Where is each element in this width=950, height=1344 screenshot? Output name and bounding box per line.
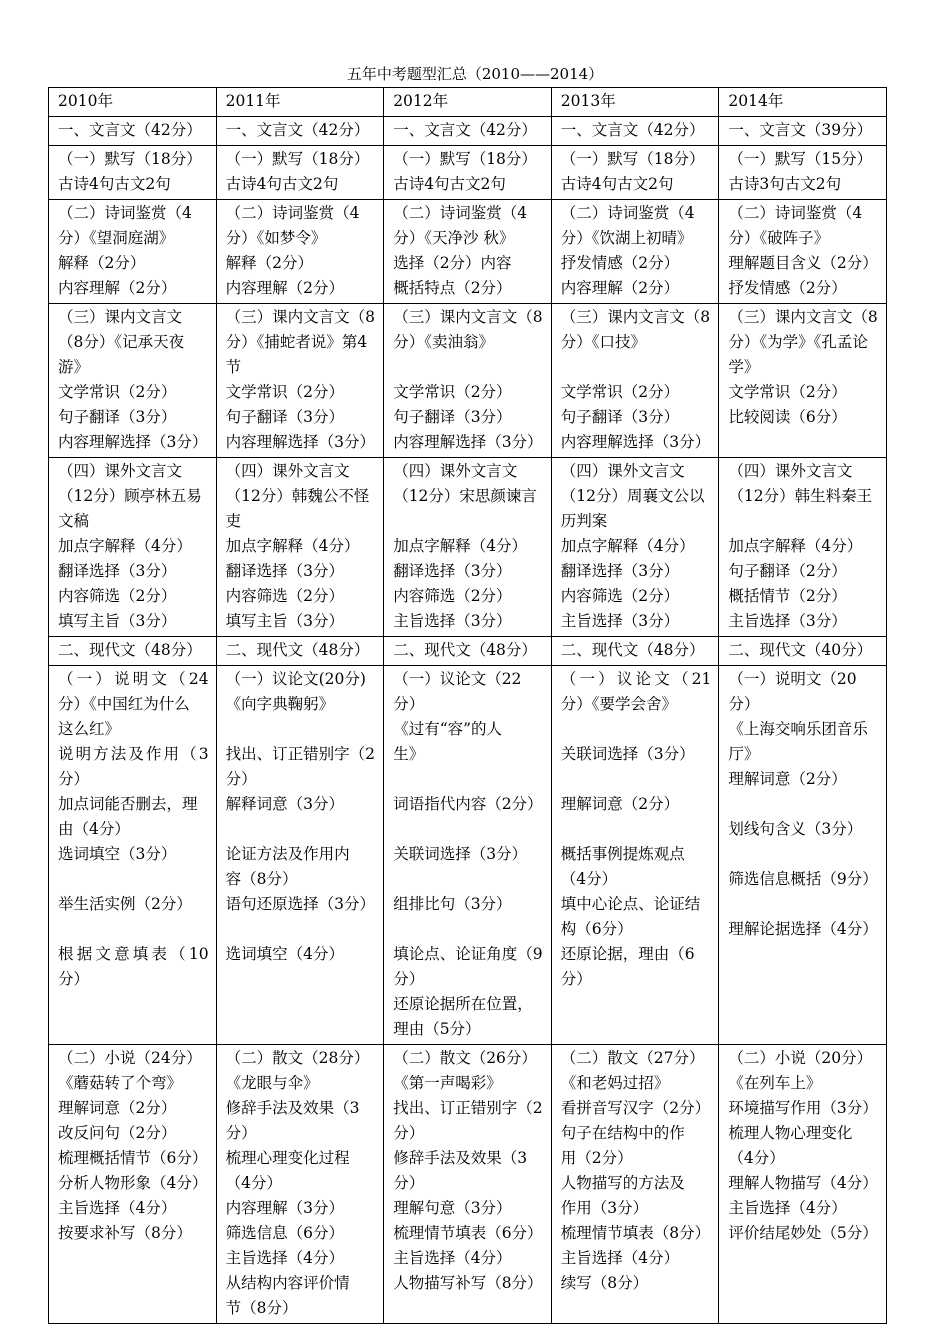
cell-line: （二）诗词鉴赏（4 [560,204,695,222]
cell-line: 分）《捕蛇者说》第4 [225,333,368,351]
section-cell [551,117,719,146]
cell-line: 组排比句（3分） [393,895,512,913]
table-cell [551,666,719,1045]
cell-line: 翻译选择（3分） [58,562,177,580]
cell-line: 改反问句（2分） [58,1124,177,1142]
header-row [49,88,887,117]
cell-line: 分） [225,1124,257,1142]
cell-line: 解释（2分） [58,254,146,272]
page-title: 五年中考题型汇总（2010——2014） [346,65,604,83]
cell-line: 加点字解释（4分） [393,537,528,555]
cell-line: 分） [393,1174,425,1192]
cell-line: 加点词能否删去，理 [58,795,198,813]
cell-line: 比较阅读（6分） [728,408,847,426]
cell-line: 内容理解（2分） [58,279,177,297]
cell-line: （三）课内文言文（8 [560,308,711,326]
cell-line: 《第一声喝彩》 [393,1074,502,1092]
cell-line: 翻译选择（3分） [560,562,680,580]
table-cell [216,666,384,1045]
cell-line: 选择（2分）内容 [393,254,512,272]
cell-line: 二、现代文（48分） [225,641,370,659]
cell-line: 人物描写的方法及 [560,1174,685,1192]
cell-line: （一）默写（18分） [225,150,370,168]
cell-line: 容（8分） [225,870,298,888]
cell-line: （三）课内文言文（8 [393,308,543,326]
cell-line: 内容理解选择（3分） [58,433,208,451]
cell-line: 分） [393,970,425,988]
cell-line [561,817,712,842]
cell-line: 解释词意（3分） [225,795,344,813]
cell-line: 分） [58,770,90,788]
table-cell [49,146,217,200]
cell-line: 词语指代内容（2分） [393,795,543,813]
cell-line: 主旨选择（3分） [560,612,680,630]
cell-line: 内容理解（3分） [225,1199,344,1217]
table-row [49,1045,887,1324]
header-2013: 2013年 [551,88,719,117]
cell-line: 填中心论点、论证结 [560,895,701,913]
table-cell [384,200,552,304]
cell-line: 内容筛选（2分） [393,587,512,605]
cell-line: 内容筛选（2分） [58,587,177,605]
cell-line: 分）《望洞庭湖》 [58,229,175,247]
cell-line: 分） [225,770,257,788]
table-cell [49,200,217,304]
cell-line: 论证方法及作用内 [225,845,350,863]
cell-line: 筛选信息概括（9分） [728,870,878,888]
table-cell [551,458,719,637]
table-cell [719,458,887,637]
cell-line: （二）诗词鉴赏（4 [393,204,528,222]
cell-line [728,792,879,817]
cell-line [393,767,544,792]
cell-line: （8分）《记承天夜 [58,333,185,351]
cell-line: 文学常识（2分） [58,383,177,401]
section-cell [49,117,217,146]
cell-line [728,509,879,534]
cell-line: 构（6分） [560,920,633,938]
cell-line: 《和老妈过招》 [560,1074,670,1092]
cell-line [728,892,879,917]
table-cell [49,458,217,637]
cell-line: （4分） [728,1149,785,1167]
cell-line: （一）默写（18分） [58,150,202,168]
cell-line: 分）《卖油翁》 [393,333,494,351]
cell-line: 句子在结构中的作 [560,1124,685,1142]
cell-line: 选词填空（4分） [225,945,344,963]
cell-line [393,867,544,892]
cell-line: （二）小说（24分） [58,1049,202,1067]
cell-line: （12分）韩生料秦王 [728,487,873,505]
section-cell [719,637,887,666]
cell-line: 内容理解（2分） [225,279,344,297]
cell-line: 理解论据选择（4分） [728,920,878,938]
section-cell [216,117,384,146]
cell-line: 分）《破阵子》 [728,229,830,247]
cell-line: 分） [58,970,90,988]
cell-line: 句子翻译（3分） [393,408,512,426]
cell-line: 二、现代文（48分） [58,641,202,659]
cell-line: 解释（2分） [225,254,313,272]
cell-line [58,917,209,942]
cell-line: 句子翻译（3分） [225,408,344,426]
cell-line: 古诗3句古文2句 [728,175,842,193]
cell-line: 主旨选择（4分） [560,1249,680,1267]
cell-line: 作用（3分） [560,1199,649,1217]
header-2012: 2012年 [384,88,552,117]
cell-line: （12分）宋思颜谏言 [393,487,537,505]
cell-line: 由（4分） [58,820,130,838]
cell-line: 理解词意（2分） [560,795,680,813]
cell-line: 填写主旨（3分） [58,612,177,630]
table-cell [216,200,384,304]
cell-line: （一）议论文（21 [560,670,712,688]
table-cell [551,200,719,304]
cell-line [561,355,712,380]
cell-line: 文学常识（2分） [560,383,680,401]
cell-line: 句子翻译（3分） [58,408,177,426]
table-cell [216,146,384,200]
table-cell [216,1045,384,1324]
table-cell [49,304,217,458]
cell-line: 生》 [393,745,425,763]
cell-line: 厅》 [728,745,760,763]
cell-line: 概括情节（2分） [728,587,847,605]
section-cell [551,637,719,666]
cell-line: 内容筛选（2分） [225,587,344,605]
cell-line: 《在列车上》 [728,1074,822,1092]
cell-line: 梳理情节填表（8分） [560,1224,711,1242]
cell-line: 这么红》 [58,720,121,738]
cell-line [393,817,544,842]
cell-line: 还原论据，理由（6 [560,945,695,963]
cell-line: 学》 [728,358,760,376]
cell-line: （三）课内文言文（8 [225,308,375,326]
cell-line: 二、现代文（40分） [728,641,873,659]
cell-line: 《向字典鞠躬》 [225,695,335,713]
cell-line: 主旨选择（3分） [393,612,512,630]
cell-line: 关联词选择（3分） [560,745,695,763]
cell-line: 填论点、论证角度（9 [393,945,543,963]
cell-line: （四）课外文言文 [560,462,685,480]
table-cell [719,146,887,200]
cell-line: 评价结尾妙处（5分） [728,1224,878,1242]
cell-line: 还原论据所在位置， [393,995,533,1013]
cell-line: （三）课内文言文（8 [728,308,878,326]
cell-line: 划线句含义（3分） [728,820,863,838]
cell-line [393,509,544,534]
table-cell [384,1045,552,1324]
cell-line: 翻译选择（3分） [225,562,344,580]
cell-line: 分析人物形象（4分） [58,1174,208,1192]
cell-line: 分）《为学》《孔孟论 [728,333,868,351]
cell-line: 加点字解释（4分） [560,537,695,555]
cell-line: （四）课外文言文 [728,462,853,480]
table-body [49,88,887,1324]
cell-line: 举生活实例（2分） [58,895,192,913]
cell-line: （4分） [225,1174,282,1192]
cell-line: 加点字解释（4分） [728,537,863,555]
cell-line: 内容理解（2分） [560,279,680,297]
cell-line: （二）散文（26分） [393,1049,537,1067]
cell-line: 用（2分） [560,1149,633,1167]
cell-line [393,355,544,380]
cell-line [226,817,377,842]
cell-line: 内容筛选（2分） [560,587,680,605]
table-row [49,146,887,200]
exam-summary-table [48,87,887,1324]
cell-line: 分） [393,1124,425,1142]
cell-line [58,867,209,892]
table-row [49,666,887,1045]
cell-line: 吏 [225,512,242,530]
cell-line [561,767,712,792]
cell-line: （四）课外文言文 [58,462,183,480]
cell-line: 节（8分） [225,1299,298,1317]
cell-line: 概括事例提炼观点 [560,845,685,863]
cell-line: 古诗4句古文2句 [393,175,506,193]
cell-line: 修辞手法及效果（3 [225,1099,360,1117]
cell-line: 找出、订正错别字（2 [393,1099,543,1117]
cell-line: （12分）韩魏公不怪 [225,487,370,505]
cell-line: 选词填空（3分） [58,845,177,863]
header-2014: 2014年 [719,88,887,117]
cell-line: （二）诗词鉴赏（4 [728,204,863,222]
cell-line: 分）《饮湖上初晴》 [560,229,693,247]
cell-line: （12分）顾亭林五易 [58,487,202,505]
cell-line: （一）说明文（24 [58,670,209,688]
cell-line: （4分） [560,870,618,888]
cell-line: 翻译选择（3分） [393,562,512,580]
cell-line: 古诗4句古文2句 [560,175,674,193]
cell-line: 二、现代文（48分） [393,641,537,659]
cell-line: 环境描写作用（3分） [728,1099,878,1117]
cell-line: （二）小说（20分） [728,1049,873,1067]
cell-line: （一）默写（15分） [728,150,873,168]
cell-line: （一）议论文（22分） [393,670,522,713]
cell-line: 句子翻译（3分） [560,408,680,426]
cell-line: 人物描写补写（8分） [393,1274,543,1292]
cell-line: （四）课外文言文 [225,462,350,480]
cell-line: 古诗4句古文2句 [225,175,339,193]
cell-line: 找出、订正错别字（2 [225,745,375,763]
cell-line: 《上海交响乐团音乐 [728,720,868,738]
cell-line: 一、文言文（42分） [393,121,537,139]
cell-line: 理解句意（3分） [393,1199,512,1217]
table-cell [49,1045,217,1324]
cell-line: 内容理解选择（3分） [393,433,543,451]
table-cell [384,666,552,1045]
cell-line: 筛选信息（6分） [225,1224,344,1242]
cell-line: 节 [225,358,242,376]
cell-line: 一、文言文（42分） [225,121,370,139]
cell-line: （二）散文（27分） [560,1049,705,1067]
cell-line: 主旨选择（4分） [728,1199,847,1217]
cell-line: 主旨选择（4分） [393,1249,512,1267]
table-cell [216,304,384,458]
cell-line: 看拼音写汉字（2分） [560,1099,711,1117]
cell-line: 主旨选择（3分） [728,612,847,630]
cell-line: 加点字解释（4分） [58,537,192,555]
section-cell [719,117,887,146]
header-2011: 2011年 [216,88,384,117]
table-cell [551,146,719,200]
table-cell [216,458,384,637]
cell-line: 文学常识（2分） [225,383,344,401]
table-row [49,304,887,458]
cell-line: 历判案 [560,512,608,530]
cell-line: 理解题目含义（2分） [728,254,878,272]
cell-line: 理由（5分） [393,1020,481,1038]
table-cell [551,1045,719,1324]
cell-line: 文稿 [58,512,90,530]
cell-line: （一）默写（18分） [560,150,705,168]
cell-line: 内容理解选择（3分） [225,433,375,451]
cell-line: 按要求补写（8分） [58,1224,192,1242]
table-cell [384,146,552,200]
table-cell [719,304,887,458]
cell-line: 续写（8分） [560,1274,649,1292]
table-cell [551,304,719,458]
cell-line: 一、文言文（42分） [560,121,705,139]
cell-line: 分）《如梦令》 [225,229,327,247]
cell-line [728,842,879,867]
cell-line: 分） [560,970,592,988]
table-cell [384,304,552,458]
cell-line: （二）诗词鉴赏（4 [58,204,192,222]
cell-line: 古诗4句古文2句 [58,175,171,193]
cell-line: 句子翻译（2分） [728,562,847,580]
cell-line: 说明方法及作用（3 [58,745,209,763]
cell-line: 修辞手法及效果（3 [393,1149,528,1167]
cell-line: 根据文意填表（10 [58,945,209,963]
cell-line: 填写主旨（3分） [225,612,344,630]
cell-line: 分）《要学会舍》 [560,695,678,713]
cell-line: 文学常识（2分） [393,383,512,401]
table-row [49,117,887,146]
cell-line: （二）散文（28分） [225,1049,370,1067]
cell-line: 游》 [58,358,90,376]
table-cell [719,1045,887,1324]
section-cell [49,637,217,666]
cell-line: 分）《口技》 [560,333,647,351]
cell-line: 主旨选择（4分） [58,1199,177,1217]
cell-line: （一）默写（18分） [393,150,537,168]
header-2010: 2010年 [49,88,217,117]
cell-line: 语句还原选择（3分） [225,895,375,913]
table-row [49,458,887,637]
table-row [49,200,887,304]
cell-line: 主旨选择（4分） [225,1249,344,1267]
cell-line: 梳理情节填表（6分） [393,1224,543,1242]
cell-line: 从结构内容评价情 [225,1274,350,1292]
cell-line: 理解词意（2分） [58,1099,177,1117]
cell-line: 梳理心理变化过程 [225,1149,350,1167]
cell-line [561,717,712,742]
section-cell [384,117,552,146]
cell-line: 抒发情感（2分） [728,279,847,297]
cell-line: 内容理解选择（3分） [560,433,711,451]
cell-line: 抒发情感（2分） [560,254,680,272]
table-cell [384,458,552,637]
table-row [49,637,887,666]
cell-line: （三）课内文言文 [58,308,183,326]
cell-line: 文学常识（2分） [728,383,847,401]
cell-line: 理解人物描写（4分） [728,1174,878,1192]
cell-line: 分）《天净沙 秋》 [393,229,515,247]
cell-line: 加点字解释（4分） [225,537,360,555]
cell-line: 一、文言文（39分） [728,121,873,139]
cell-line: 概括特点（2分） [393,279,512,297]
cell-line: 梳理概括情节（6分） [58,1149,208,1167]
table-cell [49,666,217,1045]
cell-line [226,717,377,742]
cell-line: 二、现代文（48分） [560,641,705,659]
cell-line: 一、文言文（42分） [58,121,202,139]
cell-line: 梳理人物心理变化 [728,1124,853,1142]
section-cell [216,637,384,666]
table-cell [719,200,887,304]
table-cell [719,666,887,1045]
cell-line: （一）议论文(20分) [225,670,366,688]
cell-line: 《过有“容”的人 [393,720,503,738]
cell-line: 分）《中国红为什么 [58,695,190,713]
cell-line [226,917,377,942]
cell-line: 关联词选择（3分） [393,845,528,863]
cell-line: 《龙眼与伞》 [225,1074,319,1092]
cell-line: （四）课外文言文 [393,462,518,480]
cell-line: 《蘑菇转了个弯》 [58,1074,183,1092]
section-cell [384,637,552,666]
cell-line: （二）诗词鉴赏（4 [225,204,360,222]
cell-line: （一）说明文（20分） [728,670,857,713]
cell-line: （12分）周襄文公以 [560,487,705,505]
cell-line: 理解词意（2分） [728,770,847,788]
cell-line [393,917,544,942]
